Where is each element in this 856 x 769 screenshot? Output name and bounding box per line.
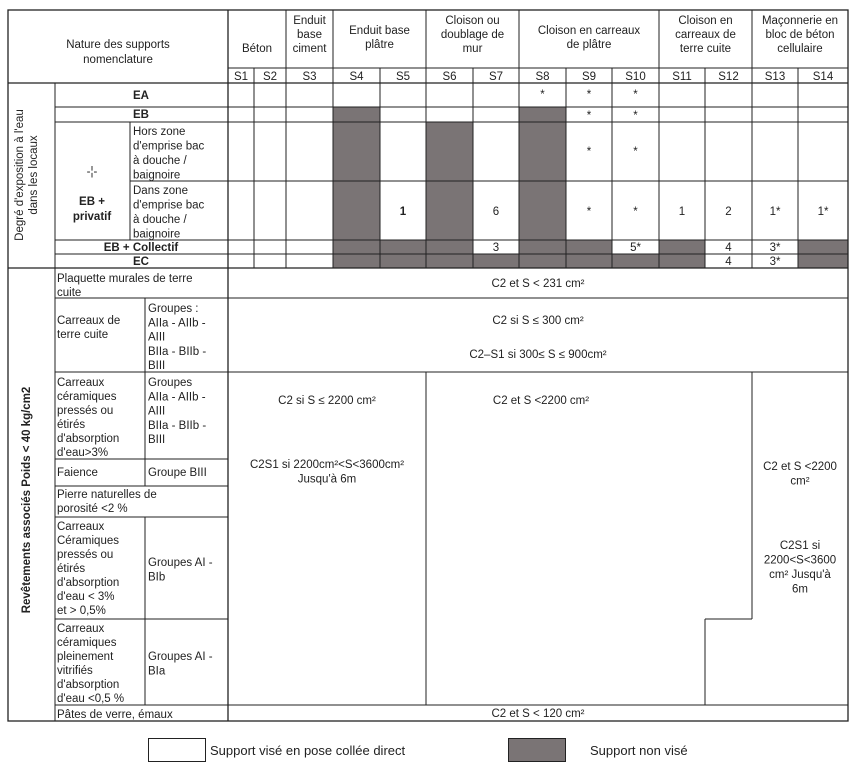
header-support-label: S4	[349, 71, 364, 83]
shaded-cell-s6	[426, 122, 473, 181]
condition-right: cm² Jusqu'à	[769, 569, 831, 581]
covering-group-label: BIIa - BIIb -	[148, 345, 207, 358]
covering-label: Pâtes de verre, émaux	[57, 709, 173, 721]
covering-group-label: AIIa - AIIb -	[148, 317, 206, 330]
covering-label: porosité <2 %	[57, 503, 128, 515]
shaded-cell-s14	[798, 254, 848, 268]
exposure-label-eb-privatif: privatif	[72, 211, 112, 223]
header-group-label: Béton	[241, 43, 273, 55]
header-support-label: S3	[302, 71, 317, 83]
condition-right: C2S1 si	[779, 540, 821, 552]
covering-label: Pierre naturelles de	[57, 489, 157, 501]
condition-right: 6m	[792, 583, 808, 596]
header-support-label: S6	[442, 71, 457, 83]
covering-label: étirés	[57, 419, 86, 431]
covering-group-label: BIIa - BIIb -	[148, 419, 207, 432]
condition-middle: C2 et S <2200 cm²	[492, 395, 590, 407]
header-support-label: S14	[812, 71, 834, 83]
covering-label: vitrifiés	[57, 665, 93, 677]
header-support-label: S1	[233, 71, 249, 83]
exposure-title: dans les locaux	[28, 135, 40, 215]
condition-verre: C2 et S < 120 cm²	[491, 708, 585, 720]
covering-group-label: BIa	[148, 665, 166, 678]
header-group-label: mur	[462, 43, 483, 55]
shaded-cell-s11	[659, 254, 705, 268]
exposure-value-s14: 1*	[817, 206, 829, 218]
shaded-cell-s8	[519, 107, 566, 122]
exposure-sublabel: d'emprise bac	[133, 199, 205, 212]
covering-group-label: Groupes AI -	[148, 651, 213, 663]
exposure-sublabel: à douche /	[133, 214, 187, 226]
shaded-cell-s4	[333, 240, 380, 254]
covering-group-label: BIII	[148, 434, 166, 447]
legend-swatch-grey	[508, 738, 566, 762]
header-group-label: carreaux de	[675, 29, 736, 41]
exposure-label-ea: EA	[133, 90, 149, 102]
shaded-cell-s8	[519, 181, 566, 240]
exposure-value-s13: 3*	[769, 242, 781, 254]
covering-label: d'absorption	[57, 577, 120, 589]
covering-label: Carreaux	[57, 623, 105, 635]
header-group-label: base	[297, 29, 322, 41]
shaded-cell-s8	[519, 122, 566, 181]
condition-right: 2200<S<3600	[763, 554, 837, 567]
exposure-separator: -¦-	[86, 166, 98, 178]
covering-group-label: BIb	[148, 571, 166, 584]
covering-group-label: AIIa - AIIb -	[148, 391, 206, 404]
covering-label: d'absorption	[57, 433, 120, 445]
legend-label-not-targeted: Support non visé	[590, 743, 688, 758]
exposure-sublabel: d'emprise bac	[133, 140, 205, 153]
header-group-label: Cloison en	[678, 15, 733, 27]
header-support-label: S9	[581, 71, 597, 83]
header-group-label: cellulaire	[777, 43, 823, 55]
shaded-cell-s7	[473, 254, 519, 268]
shaded-cell-s8	[519, 254, 566, 268]
covering-label: d'eau <0,5 %	[57, 693, 125, 705]
exposure-value-s12: 2	[725, 206, 732, 218]
covering-label: céramiques	[57, 391, 117, 403]
covering-label: Carreaux	[57, 521, 105, 533]
shaded-cell-s6	[426, 240, 473, 254]
legend	[148, 738, 748, 766]
shaded-cell-s4	[333, 107, 380, 122]
exposure-value-s9: *	[586, 89, 592, 101]
exposure-value-s12: 4	[725, 256, 732, 268]
covering-group-label: Groupes	[148, 377, 193, 389]
covering-label: terre cuite	[57, 329, 109, 341]
header-group-label: Cloison en carreaux	[537, 25, 641, 37]
header-support-label: S11	[672, 71, 692, 83]
header-group-label: Enduit	[293, 15, 326, 27]
condition-left: C2 si S ≤ 2200 cm²	[278, 395, 376, 407]
exposure-value-s7: 6	[492, 206, 500, 218]
header-group-label: bloc de béton	[765, 29, 835, 41]
header-support-label: S12	[718, 71, 739, 83]
shaded-cell-s4	[333, 254, 380, 268]
shaded-cell-s8	[519, 240, 566, 254]
condition-terre-cuite: C2 si S ≤ 300 cm²	[492, 315, 584, 327]
exposure-value-s10: 5*	[630, 242, 641, 254]
condition-terre-cuite: C2–S1 si 300≤ S ≤ 900cm²	[469, 349, 607, 361]
shaded-cell-s9	[566, 240, 612, 254]
exposure-value-s10: *	[633, 89, 638, 101]
exposure-value-s13: 1*	[769, 206, 781, 218]
header-support-label: S5	[395, 71, 411, 83]
covering-label: d'eau < 3%	[57, 591, 115, 603]
exposure-label-eb-collectif: EB + Collectif	[103, 242, 179, 254]
exposure-label-eb-privatif: EB +	[79, 196, 105, 208]
exposure-title: Degré d'exposition à l'eau	[14, 109, 26, 241]
shaded-cell-s9	[566, 254, 612, 268]
covering-group-label: AIII	[148, 405, 166, 418]
header-group-label: de plâtre	[566, 39, 612, 51]
exposure-sublabel: à douche /	[133, 155, 187, 167]
exposure-value-s9: *	[586, 110, 592, 122]
exposure-value-s9: *	[586, 146, 592, 158]
covering-label: cuite	[57, 287, 82, 299]
exposure-label-eb: EB	[133, 109, 149, 121]
covering-label: céramiques	[57, 637, 117, 649]
header-corner-label: nomenclature	[83, 54, 153, 66]
shaded-cell-s5	[380, 254, 426, 268]
covering-group-label: AIII	[148, 331, 166, 344]
covering-title: Revêtements associés Poids < 40 kg/cm2	[21, 386, 33, 614]
condition-left: C2S1 si 2200cm²<S<3600cm²	[249, 459, 405, 471]
shaded-cell-s5	[380, 240, 426, 254]
exposure-value-s10: *	[633, 110, 638, 122]
shaded-cell-s4	[333, 122, 380, 181]
covering-label: Carreaux de	[57, 315, 121, 327]
exposure-value-s10: *	[633, 146, 638, 158]
covering-label: Céramiques	[57, 535, 119, 547]
covering-label: Faience	[57, 467, 98, 479]
header-group-label: Enduit base	[349, 25, 410, 37]
header-group-label: doublage de	[440, 29, 505, 41]
covering-label: Plaquette murales de terre	[57, 273, 193, 285]
exposure-sublabel: Dans zone	[133, 185, 188, 197]
covering-group-label: Groupe BIII	[148, 467, 207, 479]
header-support-label: S10	[625, 71, 646, 83]
covering-label: pressés ou	[57, 405, 114, 417]
exposure-value-s10: *	[633, 206, 638, 218]
exposure-label-ec: EC	[133, 256, 149, 268]
legend-label-direct: Support visé en pose collée direct	[210, 743, 406, 758]
header-group-label: Maçonnerie en	[761, 15, 839, 27]
exposure-value-s11: 1	[678, 206, 686, 218]
shaded-cell-s11	[659, 240, 705, 254]
exposure-sublabel: Hors zone	[133, 126, 186, 138]
exposure-value-s12: 4	[725, 242, 732, 254]
covering-label: d'eau>3%	[57, 447, 109, 459]
covering-group-label: BIII	[148, 360, 166, 373]
condition-right: cm²	[790, 475, 810, 488]
exposure-value-s9: *	[586, 206, 592, 218]
header-group-label: Cloison ou	[445, 15, 500, 27]
shaded-cell-s10	[612, 254, 659, 268]
header-group-label: terre cuite	[679, 43, 732, 55]
exposure-value-s13: 3*	[769, 256, 781, 268]
condition-plaquette: C2 et S < 231 cm²	[491, 278, 585, 290]
condition-right: C2 et S <2200	[763, 461, 837, 473]
covering-label: d'absorption	[57, 679, 120, 691]
header-group-label: ciment	[292, 43, 327, 55]
covering-label: étirés	[57, 563, 86, 575]
shaded-cell-s4	[333, 181, 380, 240]
covering-label: Carreaux	[57, 377, 105, 389]
condition-left: Jusqu'à 6m	[297, 473, 357, 486]
covering-group-label: Groupes :	[148, 303, 199, 315]
header-support-label: S13	[764, 71, 786, 83]
header-support-label: S8	[535, 71, 550, 83]
covering-label: pleinement	[57, 651, 114, 663]
header-support-label: S2	[262, 71, 278, 83]
exposure-value-s8: *	[540, 89, 545, 101]
shaded-cell-s6	[426, 254, 473, 268]
covering-group-label: Groupes AI -	[148, 557, 213, 569]
exposure-value-s7: 3	[492, 242, 500, 254]
exposure-value-s5: 1	[399, 206, 407, 218]
shaded-cell-s14	[798, 240, 848, 254]
covering-label: pressés ou	[57, 549, 114, 561]
covering-label: et > 0,5%	[57, 605, 106, 617]
header-support-label: S7	[488, 71, 504, 83]
legend-swatch-white	[148, 738, 206, 762]
exposure-sublabel: baignoire	[133, 169, 181, 182]
header-group-label: plâtre	[365, 39, 394, 51]
exposure-sublabel: baignoire	[133, 228, 181, 241]
header-corner-label: Nature des supports	[66, 39, 170, 51]
shaded-cell-s6	[426, 181, 473, 240]
